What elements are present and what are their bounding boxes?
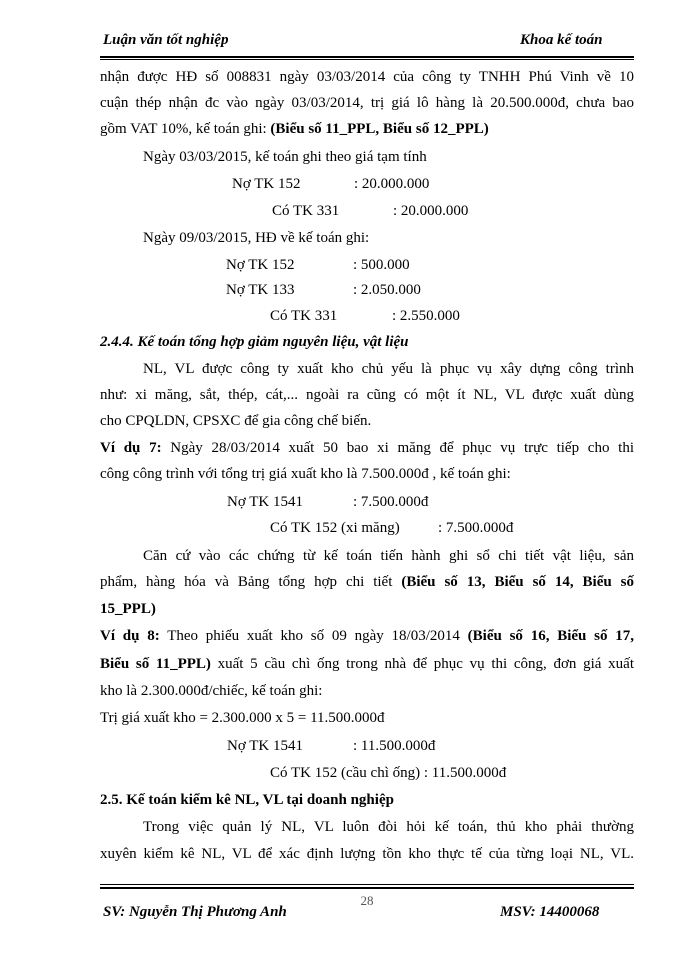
intro-line-3 xyxy=(100,120,489,138)
entry1-debit-account: Nợ TK 152 xyxy=(232,176,301,192)
example7-para-line-2-text: phẩm, hàng hóa và Bảng tổng hợp chi tiết xyxy=(100,574,402,590)
section-2-5-para-line-2: xuyên kiểm kê NL, VL để xác định lượng tồn kho thực tế của từng loại NL, VL. xyxy=(100,846,634,862)
example7-credit-value: : 7.500.000đ xyxy=(438,520,514,536)
entry2-debit2-value: : 2.050.000 xyxy=(353,282,421,298)
example7-line-1-text: Ngày 28/03/2014 xuất 50 bao xi măng để phục vụ trực tiếp cho thi xyxy=(161,440,634,456)
example8-line-1-text: Theo phiếu xuất kho số 09 ngày 18/03/2014 xyxy=(159,628,468,644)
section-2-4-4-heading: 2.4.4. Kế toán tổng hợp giảm nguyên liệu, vật liệu xyxy=(100,334,409,350)
example7-debit-value: : 7.500.000đ xyxy=(353,494,429,510)
section-2-5-para-line-1: Trong việc quản lý NL, VL luôn đòi hỏi kế toán, thủ kho phải thường xyxy=(143,819,634,835)
entry1-credit-value: : 20.000.000 xyxy=(393,203,469,219)
example7-para-line-2 xyxy=(100,573,634,591)
intro-line-3-text: gồm VAT 10%, kế toán ghi: xyxy=(100,121,271,137)
entry2-credit-account: Có TK 331 xyxy=(270,308,338,324)
footer-rule-thin xyxy=(100,884,634,885)
example8-line-3: kho là 2.300.000đ/chiếc, kế toán ghi: xyxy=(100,683,323,699)
entry2-debit1-account: Nợ TK 152 xyxy=(226,257,295,273)
example8-label: Ví dụ 8: xyxy=(100,628,160,644)
example7-debit-account: Nợ TK 1541 xyxy=(227,494,303,510)
example8-line-1 xyxy=(100,627,634,645)
example8-debit-account: Nợ TK 1541 xyxy=(227,738,303,754)
header-title: Luận văn tốt nghiệp xyxy=(103,32,229,48)
section-2-4-4-para-line-2: như: xi măng, sắt, thép, cát,... ngoài ra cũng có một ít NL, VL được xuất dùng xyxy=(100,387,634,403)
example8-credit-line: Có TK 152 (cầu chì ống) : 11.500.000đ xyxy=(270,765,507,781)
intro-reference: (Biểu số 11_PPL, Biểu số 12_PPL) xyxy=(270,121,489,137)
intro-line-2: cuận thép nhận đc vào ngày 03/03/2014, trị giá lô hàng là 20.500.000đ, chưa bao xyxy=(100,95,634,111)
example8-reference-end: Biểu số 11_PPL) xyxy=(100,656,211,672)
entry1-credit-account: Có TK 331 xyxy=(272,203,340,219)
example7-credit-account: Có TK 152 (xi măng) xyxy=(270,520,400,536)
example7-reference: (Biểu số 13, Biểu số 14, Biểu số xyxy=(401,574,635,590)
section-2-4-4-para-line-1: NL, VL được công ty xuất kho chủ yếu là phục vụ xây dựng công trình xyxy=(143,361,634,377)
example7-line-1 xyxy=(100,439,634,457)
footer-rule-thick xyxy=(100,887,634,889)
footer-student-name: SV: Nguyễn Thị Phương Anh xyxy=(103,904,287,920)
example8-line-2 xyxy=(100,655,634,673)
section-2-4-4-para-line-3: cho CPQLDN, CPSXC để gia công chế biến. xyxy=(100,413,372,429)
example8-reference: (Biểu số 16, Biểu số 17, xyxy=(467,628,635,644)
entry2-label: Ngày 09/03/2015, HĐ về kế toán ghi: xyxy=(143,230,370,246)
entry1-label: Ngày 03/03/2015, kế toán ghi theo giá tạm tính xyxy=(143,149,427,165)
example7-label: Ví dụ 7: xyxy=(100,440,162,456)
entry1-debit-value: : 20.000.000 xyxy=(354,176,430,192)
entry2-credit-value: : 2.550.000 xyxy=(392,308,460,324)
entry2-debit1-value: : 500.000 xyxy=(353,257,410,273)
page-number: 28 xyxy=(360,893,374,908)
entry2-debit2-account: Nợ TK 133 xyxy=(226,282,295,298)
example7-line-2: công công trình với tổng trị giá xuất kho là 7.500.000đ , kế toán ghi: xyxy=(100,466,511,482)
intro-line-1: nhận được HĐ số 008831 ngày 03/03/2014 của công ty TNHH Phú Vinh về 10 xyxy=(100,69,634,85)
example8-formula: Trị giá xuất kho = 2.300.000 x 5 = 11.500.000đ xyxy=(100,710,385,726)
example8-debit-value: : 11.500.000đ xyxy=(353,738,436,754)
header-rule-thick xyxy=(100,56,634,58)
footer-student-id: MSV: 14400068 xyxy=(500,904,600,920)
header-rule-thin xyxy=(100,59,634,60)
section-2-5-heading: 2.5. Kế toán kiểm kê NL, VL tại doanh nghiệp xyxy=(100,792,394,808)
example7-reference-end: 15_PPL) xyxy=(100,601,156,617)
example7-para-line-1: Căn cứ vào các chứng từ kế toán tiến hành ghi sổ chi tiết vật liệu, sản xyxy=(143,548,634,564)
header-department: Khoa kế toán xyxy=(520,32,603,48)
example8-line-2-text: xuất 5 cầu chì ống trong nhà để phục vụ thi công, đơn giá xuất xyxy=(210,656,634,672)
